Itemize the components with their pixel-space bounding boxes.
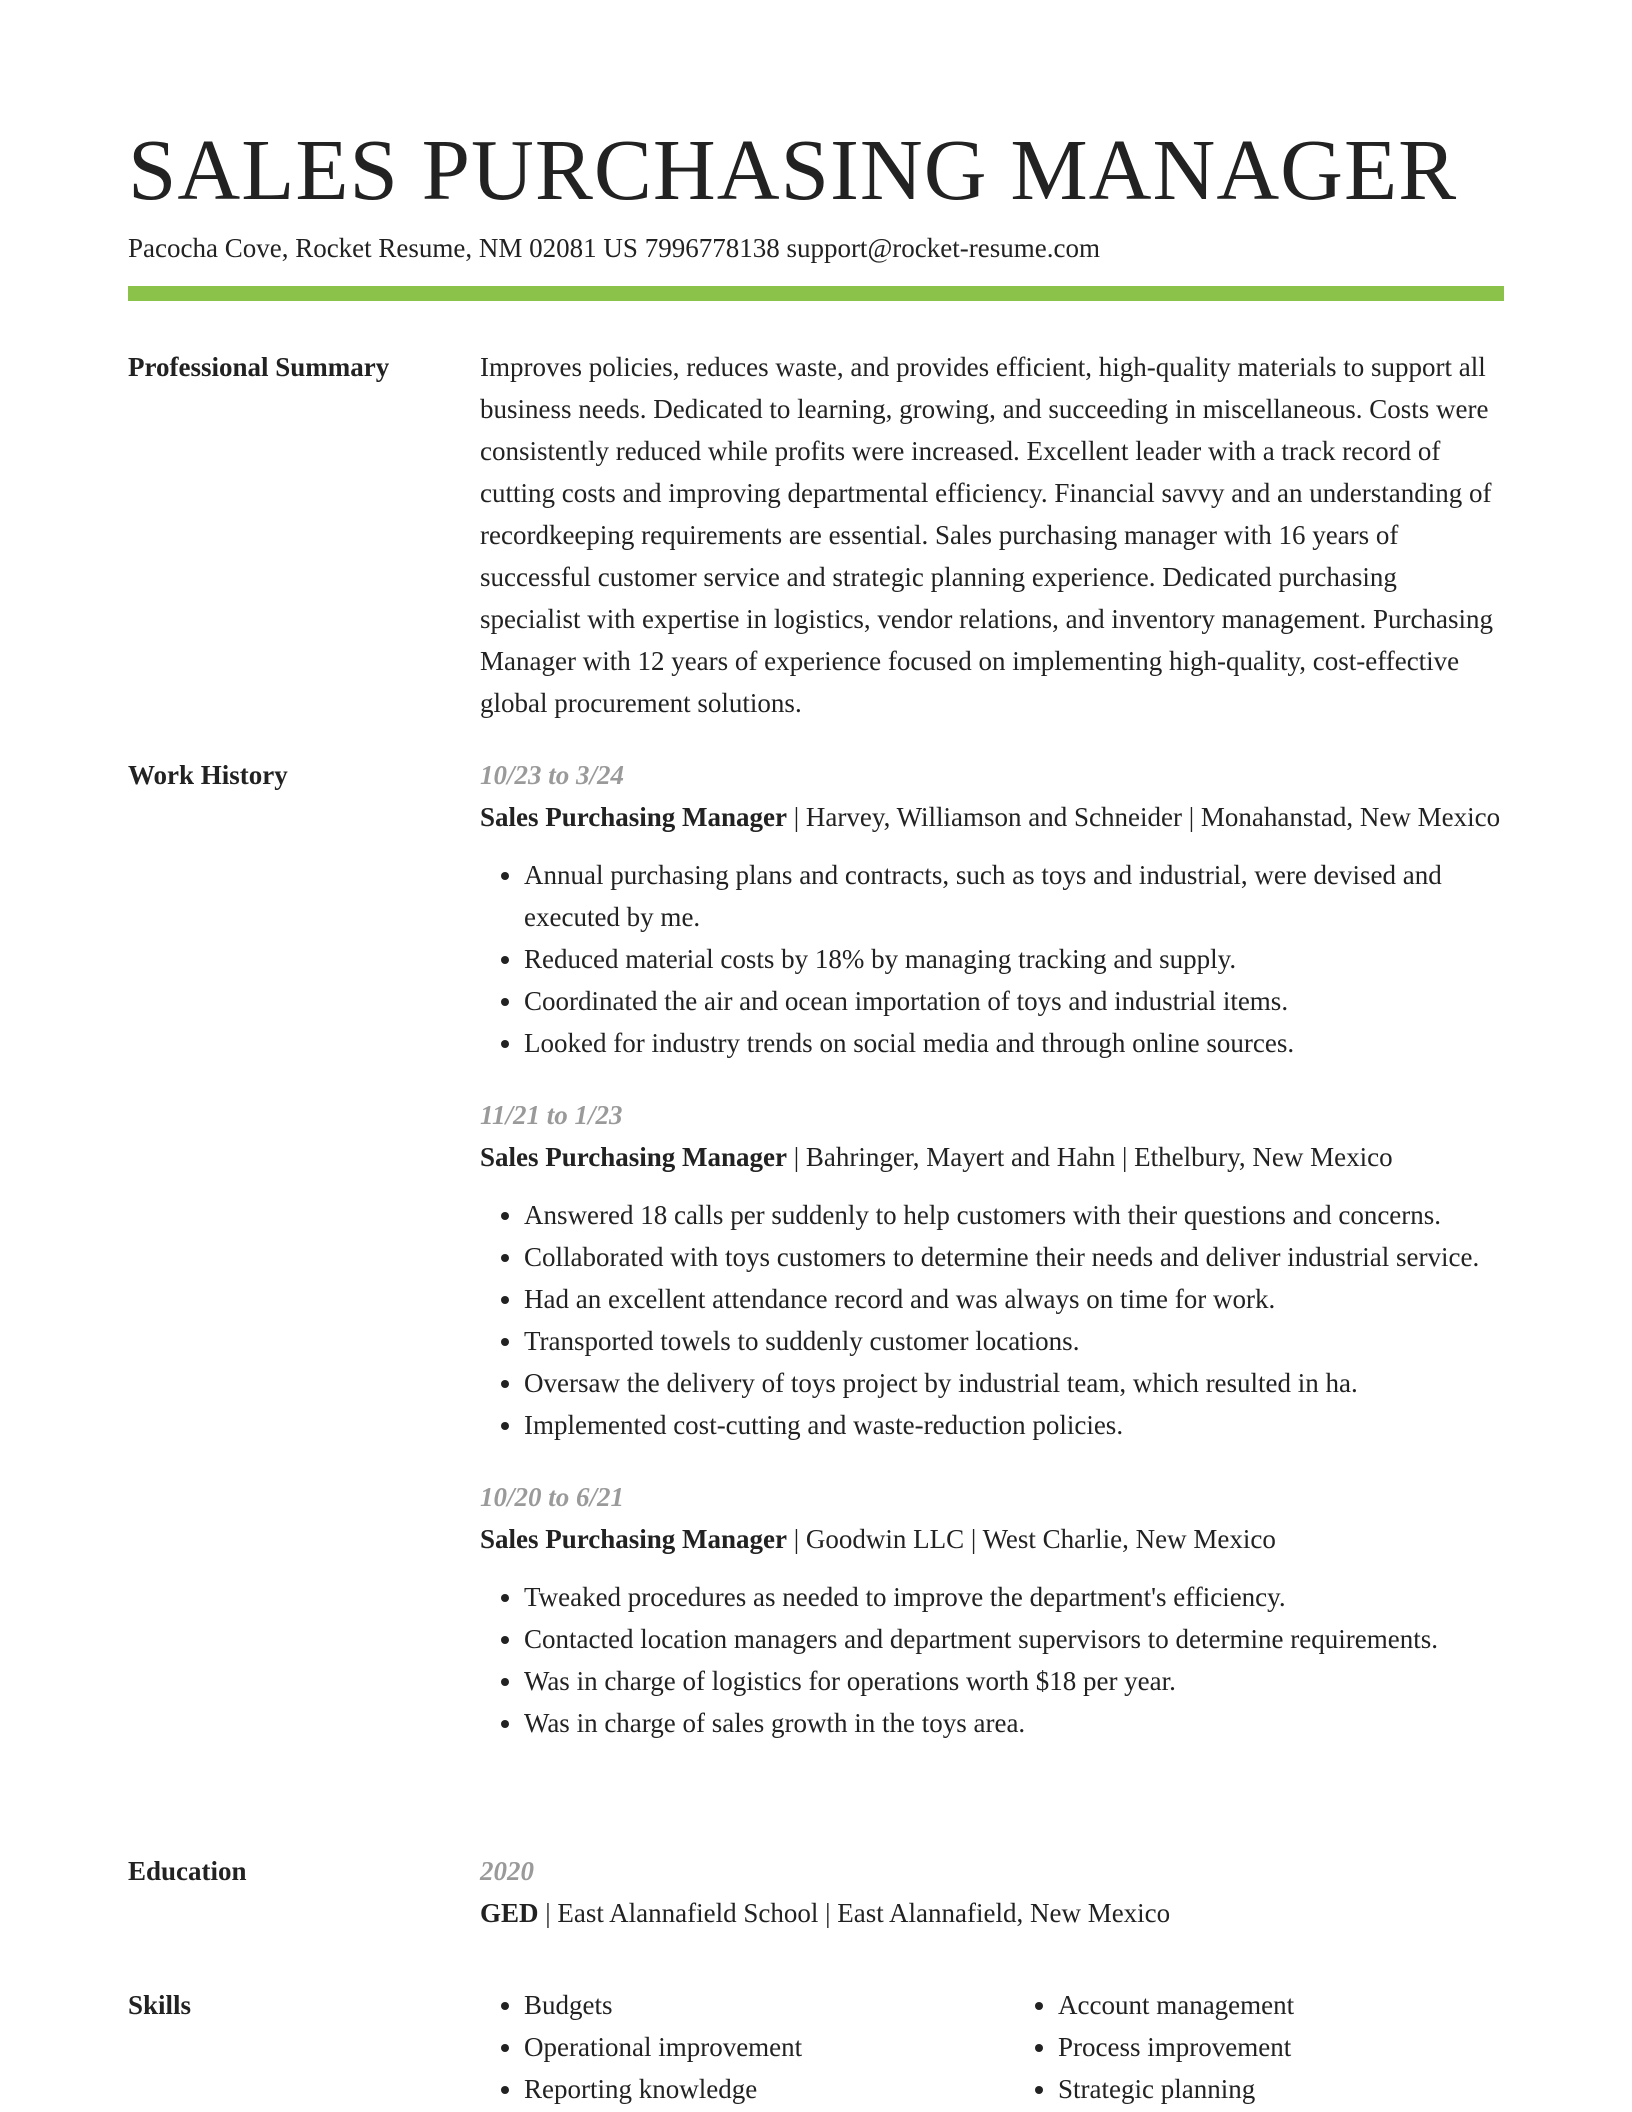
- job-title-line: [480, 1136, 1504, 1178]
- job-details: | Harvey, Williamson and Schneider | Monahanstad, New Mexico: [787, 802, 1501, 832]
- skill-item: • Operational improvement: [524, 2026, 970, 2068]
- job-entry: [480, 754, 1504, 1064]
- job-title-line: [480, 796, 1504, 838]
- skill-item: • Reporting knowledge: [524, 2068, 970, 2110]
- job-bullet: • Collaborated with toys customers to determine their needs and deliver industrial service.: [524, 1236, 1504, 1278]
- job-bullet: • Was in charge of logistics for operations worth $18 per year.: [524, 1660, 1504, 1702]
- summary-body: [480, 346, 1504, 724]
- job-title-line: [480, 1518, 1504, 1560]
- job-bullet: • Coordinated the air and ocean importation of toys and industrial items.: [524, 980, 1504, 1022]
- job-bullet: • Was in charge of sales growth in the toys area.: [524, 1702, 1504, 1744]
- education-details: | East Alannafield School | East Alannafield, New Mexico: [538, 1898, 1171, 1928]
- education-degree: GED: [480, 1898, 539, 1928]
- job-bullet: • Had an excellent attendance record and was always on time for work.: [524, 1278, 1504, 1320]
- job-bullet: • Implemented cost-cutting and waste-reduction policies.: [524, 1404, 1504, 1446]
- job-title: Sales Purchasing Manager: [480, 802, 788, 832]
- education-heading: Education: [128, 1856, 247, 1886]
- summary-text: Improves policies, reduces waste, and provides efficient, high-quality materials to support all business needs. Dedicated to learning, growing, and succeeding in miscellaneous. Costs were consistently reduced while profits were increased. Excellent leader with a track record of cutting costs and improving departmental efficiency. Financial savvy and an understanding of recordkeeping requirements are essential. Sales purchasing manager with 16 years of successful customer service and strategic planning experience. Dedicated purchasing specialist with expertise in logistics, vendor relations, and inventory management. Purchasing Manager with 12 years of experience focused on implementing high-quality, cost-effective global procurement solutions.: [480, 352, 1494, 718]
- contact-email: support@rocket-resume.com: [786, 233, 1100, 263]
- skills-body: [480, 1984, 1504, 2110]
- contact-phone: 7996778138: [644, 233, 780, 263]
- job-details: | Goodwin LLC | West Charlie, New Mexico: [787, 1524, 1276, 1554]
- job-title: Sales Purchasing Manager: [480, 1142, 788, 1172]
- work-history-body: [480, 754, 1504, 1774]
- skill-item: • Account management: [1058, 1984, 1504, 2026]
- job-bullet: • Reduced material costs by 18% by managing tracking and supply.: [524, 938, 1504, 980]
- education-line: [480, 1892, 1504, 1934]
- job-entry: [480, 1476, 1504, 1744]
- skills-heading: Skills: [128, 1990, 192, 2020]
- job-bullet: • Transported towels to suddenly customer locations.: [524, 1320, 1504, 1362]
- job-bullet: • Tweaked procedures as needed to improve the department's efficiency.: [524, 1576, 1504, 1618]
- job-bullet: • Contacted location managers and department supervisors to determine requirements.: [524, 1618, 1504, 1660]
- job-bullets: [480, 1576, 1504, 1744]
- contact-address: Pacocha Cove, Rocket Resume, NM 02081 US: [128, 233, 638, 263]
- job-title: Sales Purchasing Manager: [480, 1524, 788, 1554]
- job-dates: 10/20 to 6/21: [480, 1482, 625, 1512]
- skills-list-left: [480, 1984, 970, 2110]
- job-dates: 10/23 to 3/24: [480, 760, 625, 790]
- job-bullet: • Looked for industry trends on social media and through online sources.: [524, 1022, 1504, 1064]
- job-dates: 11/21 to 1/23: [480, 1100, 623, 1130]
- skills-list-right: [1014, 1984, 1504, 2110]
- skill-item: • Budgets: [524, 1984, 970, 2026]
- resume-name: SALES PURCHASING MANAGER: [128, 121, 1458, 218]
- summary-heading: Professional Summary: [128, 352, 390, 382]
- work-history-heading: Work History: [128, 760, 288, 790]
- education-year: 2020: [480, 1856, 534, 1886]
- contact-line: [128, 230, 1100, 266]
- job-bullet: • Annual purchasing plans and contracts, such as toys and industrial, were devised and executed by me.: [524, 854, 1504, 938]
- skill-item: • Process improvement: [1058, 2026, 1504, 2068]
- job-entry: [480, 1094, 1504, 1446]
- education-body: [480, 1850, 1504, 1934]
- job-bullets: [480, 1194, 1504, 1446]
- skill-item: • Strategic planning: [1058, 2068, 1504, 2110]
- job-bullet: • Answered 18 calls per suddenly to help customers with their questions and concerns.: [524, 1194, 1504, 1236]
- skills-columns: [480, 1984, 1504, 2110]
- job-bullet: • Oversaw the delivery of toys project by industrial team, which resulted in ha.: [524, 1362, 1504, 1404]
- job-bullets: [480, 854, 1504, 1064]
- header-divider: [128, 286, 1504, 301]
- job-details: | Bahringer, Mayert and Hahn | Ethelbury, New Mexico: [787, 1142, 1393, 1172]
